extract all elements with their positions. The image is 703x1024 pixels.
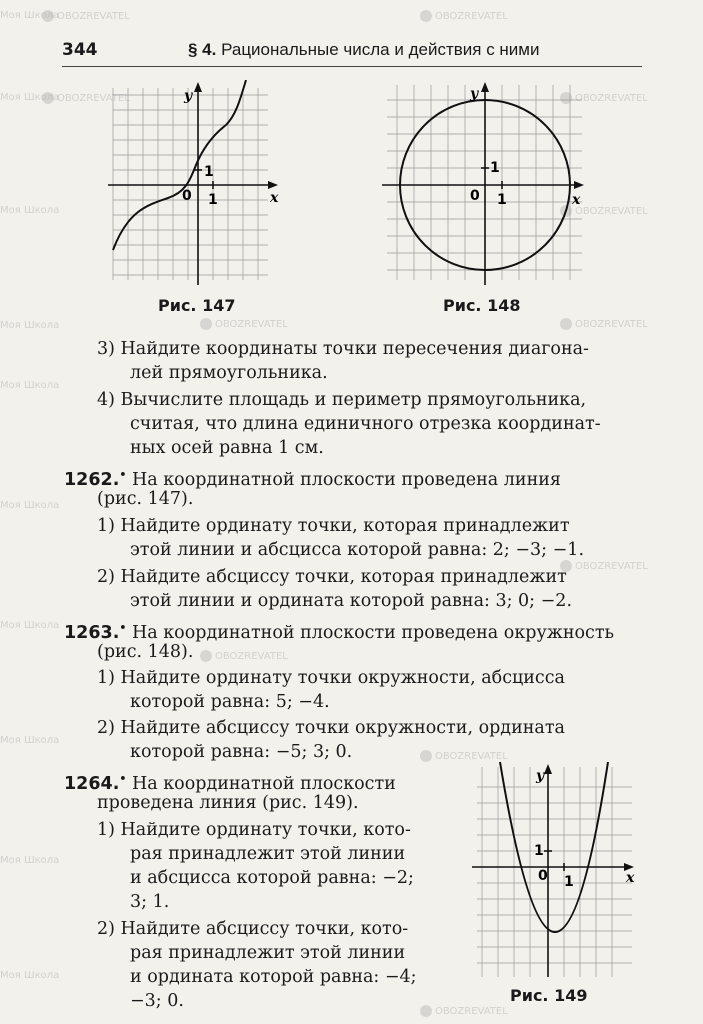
problem-1263: 1263.• На координатной плоскости проведена окружность <box>64 621 615 643</box>
y-axis-label: y <box>536 768 545 784</box>
watermark: Моя Школа <box>0 970 60 981</box>
figure-148-graph <box>382 80 602 290</box>
watermark: Моя Школа <box>0 320 60 331</box>
text-line: этой линии и абсцисса которой равна: 2; −3; −1. <box>130 540 585 560</box>
text-line: которой равна: 5; −4. <box>130 692 330 712</box>
text-line: этой линии и ордината которой равна: 3; 0; −2. <box>130 591 573 611</box>
text-line: и ордината которой равна: −4; <box>130 967 417 987</box>
watermark: OBOZREVATEL <box>420 10 508 22</box>
text-line: рая принадлежит этой линии <box>130 943 406 963</box>
text-line: 2) Найдите абсциссу точки, которая принадлежит <box>97 567 567 587</box>
watermark: OBOZREVATEL <box>560 318 648 330</box>
figure-149-caption: Рис. 149 <box>510 986 588 1005</box>
figure-148-caption: Рис. 148 <box>443 296 521 315</box>
watermark: Моя Школа <box>0 735 60 746</box>
text-line: 1) Найдите ординату точки, кото- <box>97 820 411 840</box>
x-axis-label: x <box>626 870 635 886</box>
origin-label: 0 <box>182 188 192 204</box>
watermark: OBOZREVATEL <box>42 92 130 104</box>
figure-149-graph <box>472 762 644 982</box>
page-number: 344 <box>62 40 98 60</box>
text-line: проведена линия (рис. 149). <box>97 793 359 813</box>
text-line: ных осей равна 1 см. <box>130 438 324 458</box>
watermark: OBOZREVATEL <box>42 10 130 22</box>
y-axis-label: y <box>470 86 479 102</box>
x-axis-label: x <box>270 190 279 206</box>
watermark: OBOZREVATEL <box>560 205 648 217</box>
watermark: OBOZREVATEL <box>420 1005 508 1017</box>
watermark: Моя Школа <box>0 500 60 511</box>
watermark: Моя Школа <box>0 855 60 866</box>
watermark: Моя Школа <box>0 205 60 216</box>
text-line: 3) Найдите координаты точки пересечения диагона- <box>97 339 589 359</box>
figure-147-caption: Рис. 147 <box>158 296 236 315</box>
unit-x-label: 1 <box>497 192 507 208</box>
problem-1262: 1262.• На координатной плоскости проведена линия <box>64 468 561 490</box>
watermark: Моя Школа <box>0 380 60 391</box>
text-line: считая, что длина единичного отрезка координат- <box>130 414 601 434</box>
watermark: Моя Школа <box>0 10 60 21</box>
unit-y-label: 1 <box>534 843 544 859</box>
text-line: (рис. 148). <box>97 642 194 662</box>
text-line: 3; 1. <box>130 892 170 912</box>
x-axis-label: x <box>572 192 581 208</box>
chapter-title: § 4. Рациональные числа и действия с ними <box>188 40 540 59</box>
watermark: Моя Школа <box>0 620 60 631</box>
watermark: Моя Школа <box>0 92 60 103</box>
watermark: OBOZREVATEL <box>560 560 648 572</box>
text-line: и абсцисса которой равна: −2; <box>130 868 414 888</box>
unit-x-label: 1 <box>564 874 574 890</box>
watermark: OBOZREVATEL <box>560 92 648 104</box>
unit-y-label: 1 <box>490 160 500 176</box>
text-line: рая принадлежит этой линии <box>130 844 406 864</box>
text-line: 4) Вычислите площадь и периметр прямоугольника, <box>97 390 587 410</box>
watermark: OBOZREVATEL <box>420 750 508 762</box>
problem-1264: 1264.• На координатной плоскости <box>64 772 396 794</box>
y-axis-label: y <box>184 88 193 104</box>
figure-147-graph <box>108 80 288 292</box>
text-line: которой равна: −5; 3; 0. <box>130 742 353 762</box>
page-header <box>62 38 642 67</box>
unit-x-label: 1 <box>208 192 218 208</box>
watermark: OBOZREVATEL <box>200 318 288 330</box>
text-line: 2) Найдите абсциссу точки окружности, ордината <box>97 718 565 738</box>
origin-label: 0 <box>470 188 480 204</box>
text-line: −3; 0. <box>130 991 184 1011</box>
watermark: OBOZREVATEL <box>200 650 288 662</box>
text-line: (рис. 147). <box>97 489 194 509</box>
origin-label: 0 <box>538 868 548 884</box>
unit-y-label: 1 <box>204 164 214 180</box>
text-line: 1) Найдите ординату точки, которая принадлежит <box>97 516 570 536</box>
text-line: 1) Найдите ординату точки окружности, абсцисса <box>97 668 565 688</box>
text-line: 2) Найдите абсциссу точки, кото- <box>97 919 409 939</box>
text-line: лей прямоугольника. <box>130 363 328 383</box>
